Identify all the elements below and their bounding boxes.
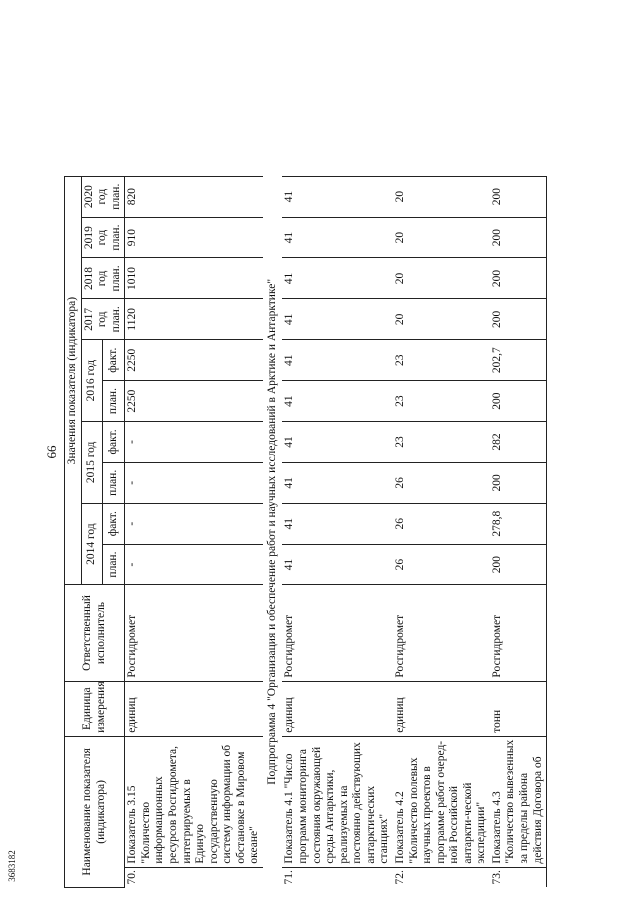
unit-cell: единиц (282, 681, 393, 736)
value-2014-plan: 200 (490, 544, 547, 585)
table-row (125, 9, 263, 888)
header-2014-plan: план. (103, 544, 125, 585)
header-unit: Единица измерения (65, 681, 125, 736)
executor-cell: Росгидромет (490, 585, 547, 681)
subprogram-row (263, 9, 283, 888)
value-2014-plan: 41 (282, 544, 393, 585)
indicator-name: Показатель 4.2 "Количество полевых научных проектов в программе работ очеред-ной Российской антаркти-ческой экспедиции" (393, 736, 490, 867)
page-number: 66 (44, 445, 59, 459)
header-2014-fact: факт. (103, 503, 125, 544)
value-2019-plan: 910 (125, 217, 263, 258)
value-2015-fact: 282 (490, 422, 547, 463)
indicator-name: Показатель 4.3 "Количество вывезенных за пределы района действия Договора об (490, 736, 547, 867)
row-number: 70. (126, 870, 139, 885)
value-2017-plan: 41 (282, 299, 393, 340)
header-year-2015: 2015 год (81, 422, 103, 504)
unit-cell: единиц (393, 681, 490, 736)
executor-cell: Росгидромет (282, 585, 393, 681)
row-number: 73. (490, 867, 547, 887)
value-2014-fact: - (125, 503, 263, 544)
value-2016-fact: 23 (393, 340, 490, 381)
value-2018-plan: 41 (282, 258, 393, 299)
header-year-2018: 2018 год план. (81, 258, 125, 299)
value-2016-plan: 41 (282, 381, 393, 422)
document-code: 3683182 (7, 850, 17, 882)
header-year-2020: 2020 год план. (81, 176, 125, 217)
header-2015-fact: факт. (103, 422, 125, 463)
value-2020-plan: 41 (282, 176, 393, 217)
value-2017-plan: 20 (393, 299, 490, 340)
header-values-group: Значения показателя (индикатора) (65, 176, 82, 585)
value-2014-fact: 278,8 (490, 503, 547, 544)
value-2014-fact: 41 (282, 503, 393, 544)
value-2014-fact: 26 (393, 503, 490, 544)
indicators-table (64, 8, 547, 888)
rotated-table-container (64, 8, 634, 888)
table-body (125, 9, 547, 888)
value-2019-plan: 200 (490, 217, 547, 258)
header-2015-plan: план. (103, 462, 125, 503)
header-indicator-name: Наименование показателя (индикатора) (65, 736, 125, 887)
table-row (490, 9, 547, 888)
value-2015-fact: 41 (282, 422, 393, 463)
subprogram-title: Подпрограмма 4 "Организация и обеспечение работ и научных исследований в Арктике и Антарктике" (265, 278, 278, 785)
indicator-name: Показатель 4.1 "Число программ мониторинга состояния окружающей среды Антарктики, реализуемых на постоянно действующих антарктических станциях" (282, 736, 393, 867)
value-2014-plan: 26 (393, 544, 490, 585)
value-2016-fact: 2250 (125, 340, 263, 381)
value-2015-fact: - (125, 422, 263, 463)
value-2015-plan: 41 (282, 462, 393, 503)
indicator-name: Показатель 3.15 "Количество информационных ресурсов Росгидромета, интегрируемых в Единую государственную систему информации об обстановке в Мировом океане" (125, 736, 263, 867)
value-2015-fact: 23 (393, 422, 490, 463)
value-2020-plan: 820 (125, 176, 263, 217)
header-year-2019: 2019 год план. (81, 217, 125, 258)
header-executor: Ответственный исполнитель (65, 585, 125, 681)
header-year-2016: 2016 год (81, 340, 103, 422)
value-2020-plan: 200 (490, 176, 547, 217)
value-2017-plan: 200 (490, 299, 547, 340)
value-2018-plan: 20 (393, 258, 490, 299)
executor-cell: Росгидромет (125, 585, 263, 681)
executor-cell: Росгидромет (393, 585, 490, 681)
value-2014-plan: - (125, 544, 263, 585)
value-2015-plan: 26 (393, 462, 490, 503)
value-2020-plan: 20 (393, 176, 490, 217)
table-row (393, 9, 490, 888)
value-2016-plan: 200 (490, 381, 547, 422)
value-2015-plan: - (125, 462, 263, 503)
table-row (282, 9, 393, 888)
value-2018-plan: 1010 (125, 258, 263, 299)
value-2019-plan: 41 (282, 217, 393, 258)
value-2017-plan: 1120 (125, 299, 263, 340)
unit-cell: тонн (490, 681, 547, 736)
header-2016-fact: факт. (103, 340, 125, 381)
value-2018-plan: 200 (490, 258, 547, 299)
header-2016-plan: план. (103, 381, 125, 422)
value-2016-fact: 41 (282, 340, 393, 381)
value-2016-fact: 202,7 (490, 340, 547, 381)
table-header (65, 9, 125, 888)
header-year-2017: 2017 год план. (81, 299, 125, 340)
value-2019-plan: 20 (393, 217, 490, 258)
value-2016-plan: 23 (393, 381, 490, 422)
row-number: 71. (283, 870, 296, 885)
row-number: 72. (393, 870, 406, 885)
unit-cell: единиц (125, 681, 263, 736)
value-2015-plan: 200 (490, 462, 547, 503)
header-year-2014: 2014 год (81, 503, 103, 585)
value-2016-plan: 2250 (125, 381, 263, 422)
